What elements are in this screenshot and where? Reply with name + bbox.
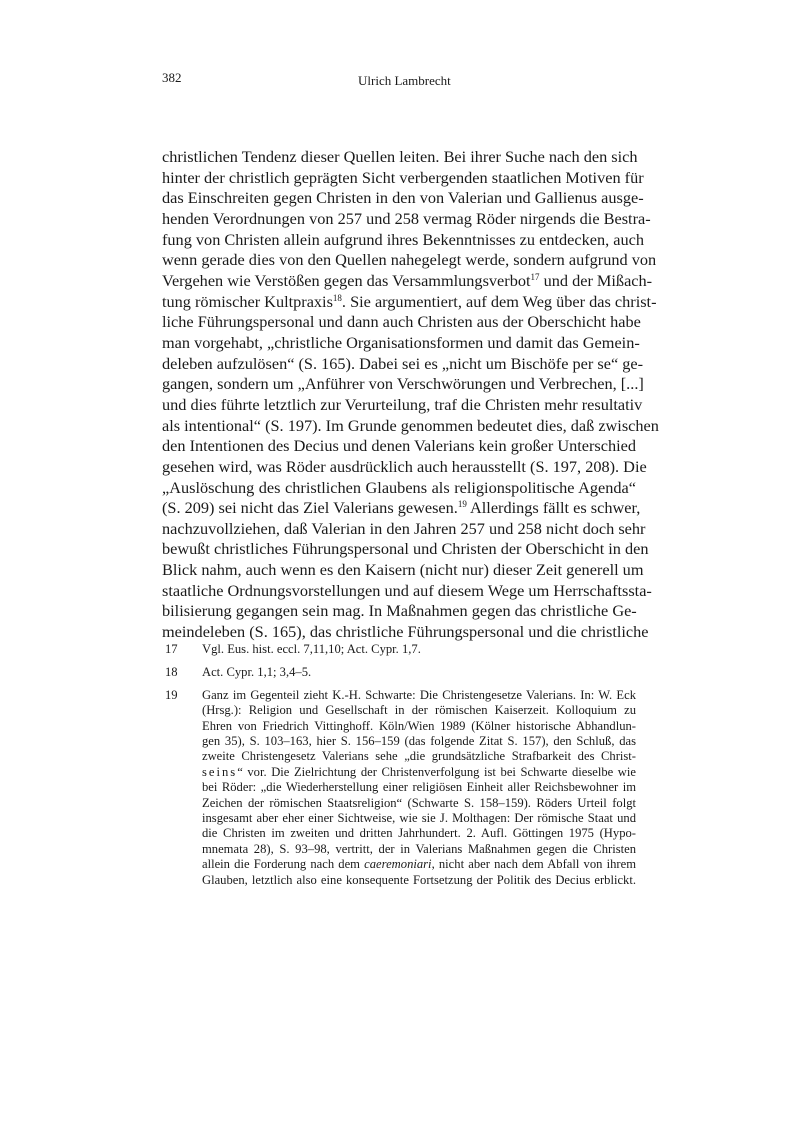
text-run: und der Mißach- [539, 270, 653, 290]
text-run: zweite Christengesetz Valerians sehe „die grundsätzliche Strafbarkeit des Christ- [202, 749, 636, 764]
text-run: den Intentionen des Decius und denen Valerians kein großer Unterschied [162, 436, 636, 456]
text-line [162, 332, 640, 354]
text-run: allein die Forderung nach dem [202, 857, 365, 872]
text-run: und dies führte letztlich zur Verurteilung, traf die Christen mehr resultativ [162, 394, 643, 414]
text-run: als intentional“ (S. 197). Im Grunde genommen bedeutet dies, daß zwischen [162, 415, 659, 435]
text-run: henden Verordnungen von 257 und 258 vermag Röder nirgends die Bestra- [162, 208, 651, 228]
text-line [162, 188, 644, 209]
text-line [162, 415, 659, 437]
footnote-ref: 18 [332, 292, 342, 303]
footnote-number: 18 [165, 664, 178, 679]
text-run: deleben aufzulösen“ (S. 165). Dabei sei es „nicht um Bischöfe per se“ ge- [162, 353, 644, 373]
text-line [162, 208, 651, 230]
footnote-line [202, 765, 636, 780]
footnote-line [202, 642, 636, 657]
text-run: wenn gerade dies von den Quellen nahegelegt werde, sondern aufgrund von [162, 250, 657, 270]
text-run: liche Führungspersonal und dann auch Christen aus der Oberschicht habe [162, 312, 641, 332]
text-run: staatliche Ordnungsvorstellungen und auf diesem Wege um Herrschaftssta- [162, 580, 652, 600]
text-line [162, 580, 652, 602]
text-line [162, 229, 644, 251]
text-line [162, 436, 636, 457]
text-line [162, 478, 636, 499]
text-run: christlichen Tendenz dieser Quellen leiten. Bei ihrer Suche nach den sich [162, 147, 638, 166]
text-run: fung von Christen allein aufgrund ihres Bekenntnisses zu entdecken, auch [162, 229, 644, 249]
footnote-line [202, 734, 636, 749]
text-run: . Sie argumentiert, auf dem Weg über das christ- [341, 291, 657, 311]
text-line [162, 622, 649, 643]
footnote [165, 642, 636, 657]
footnote-ref: 17 [530, 271, 540, 282]
text-line [162, 394, 643, 416]
footnote-line [202, 826, 636, 841]
text-run: “ vor. Die Zielrichtung der Christenverfolgung ist bei Schwarte dieselbe wie [237, 764, 636, 779]
spaced-term: seins [202, 764, 238, 779]
text-run: tung römischer Kultpraxis [162, 291, 333, 311]
text-run: „Auslöschung des christlichen Glaubens als religionspolitische Agenda“ [162, 477, 636, 497]
text-line [162, 518, 646, 540]
text-run: Glauben, letztlich also eine konsequente Fortsetzung der Politik des Decius erblickt. [202, 872, 636, 887]
text-run: , nicht aber nach dem Abfall von ihrem [431, 857, 636, 872]
text-line [162, 312, 641, 333]
footnote-line [202, 665, 636, 680]
footnote-line [202, 842, 636, 857]
footnote-ref: 19 [457, 499, 467, 510]
text-run: Ganz im Gegenteil zieht K.-H. Schwarte: Die Christengesetze Valerians. In: W. Eck [202, 687, 636, 702]
text-line [162, 250, 657, 271]
footnote-line [202, 796, 636, 811]
footnotes [165, 642, 636, 896]
text-line [162, 456, 647, 478]
footnote-line [202, 857, 636, 872]
text-line [162, 167, 644, 189]
italic-term: caeremoniari [364, 857, 432, 872]
text-run: hinter der christlich geprägten Sicht verbergenden staatlichen Motiven für [162, 167, 644, 187]
footnote-number: 19 [165, 687, 178, 702]
text-run: insgesamt aber eher einer Sichtweise, wie sie J. Molthagen: Der römische Staat und [202, 811, 636, 826]
footnote-line [202, 719, 636, 734]
footnote-line [202, 749, 636, 764]
body-text [162, 147, 659, 643]
footnote-line [202, 873, 636, 888]
text-run: Allerdings fällt es schwer, [466, 498, 641, 518]
footnote-line [202, 703, 636, 718]
footnote-number: 17 [165, 642, 178, 656]
text-run: (S. 209) sei nicht das Ziel Valerians gewesen. [162, 498, 458, 518]
text-line [162, 498, 641, 519]
text-line [162, 560, 644, 581]
text-run: man vorgehabt, „christliche Organisationsformen und damit das Gemein- [162, 332, 640, 352]
text-line [162, 270, 653, 292]
text-run: gesehen wird, was Röder ausdrücklich auch herausstellt (S. 197, 208). Die [162, 456, 647, 476]
text-run: Zeichen der römischen Staatsreligion“ (Schwarte S. 158–159). Röders Urteil folgt [202, 795, 636, 810]
text-run: bilisierung gegangen sein mag. In Maßnahmen gegen das christliche Ge- [162, 601, 637, 621]
text-run: gangen, sondern um „Anführer von Verschwörungen und Verbrechen, [...] [162, 374, 644, 394]
text-run: gen 35), S. 103–163, hier S. 156–159 (das folgende Zitat S. 157), den Schluß, das [202, 734, 636, 749]
text-run: meindeleben (S. 165), das christliche Führungspersonal und die christliche [162, 622, 649, 642]
text-run: mnemata 28), S. 93–98, vertritt, der in Valerians Maßnahmen gegen die Christen [202, 841, 636, 856]
text-line [162, 539, 649, 560]
text-run: Vergehen wie Verstößen gegen das Versammlungsverbot [162, 270, 531, 290]
text-line [162, 291, 657, 313]
footnote-line [202, 688, 636, 703]
text-run: Act. Cypr. 1,1; 3,4–5. [202, 664, 312, 679]
text-line [162, 374, 644, 395]
text-run: Blick nahm, auch wenn es den Kaisern (nicht nur) dieser Zeit generell um [162, 560, 644, 580]
footnote [165, 665, 636, 680]
text-run: (Hrsg.): Religion und Gesellschaft in der römischen Kaiserzeit. Kolloquium zu [202, 703, 636, 718]
page-number: 382 [162, 70, 182, 85]
text-line [162, 601, 636, 622]
text-run: bei Röder: „die Wiederherstellung einer religiösen Einheit aller Reichsbewohner im [202, 780, 636, 795]
text-run: Ehren von Friedrich Vittinghoff. Köln/Wien 1989 (Kölner historische Abhandlun- [202, 718, 636, 733]
footnote-line [202, 780, 636, 795]
text-run: das Einschreiten gegen Christen in den von Valerian und Gallienus ausge- [162, 188, 644, 208]
footnote-line [202, 811, 636, 826]
text-line [162, 147, 636, 168]
running-head: Ulrich Lambrecht [358, 73, 451, 88]
text-run: bewußt christliches Führungspersonal und Christen der Oberschicht in den [162, 539, 649, 559]
text-run: nachzuvollziehen, daß Valerian in den Jahren 257 und 258 nicht doch sehr [162, 518, 646, 538]
text-line [162, 353, 644, 375]
footnote [165, 688, 636, 888]
text-run: die Christen im zweiten und dritten Jahrhundert. 2. Aufl. Göttingen 1975 (Hypo- [202, 826, 636, 841]
text-run: Vgl. Eus. hist. eccl. 7,11,10; Act. Cypr. 1,7. [202, 642, 421, 656]
